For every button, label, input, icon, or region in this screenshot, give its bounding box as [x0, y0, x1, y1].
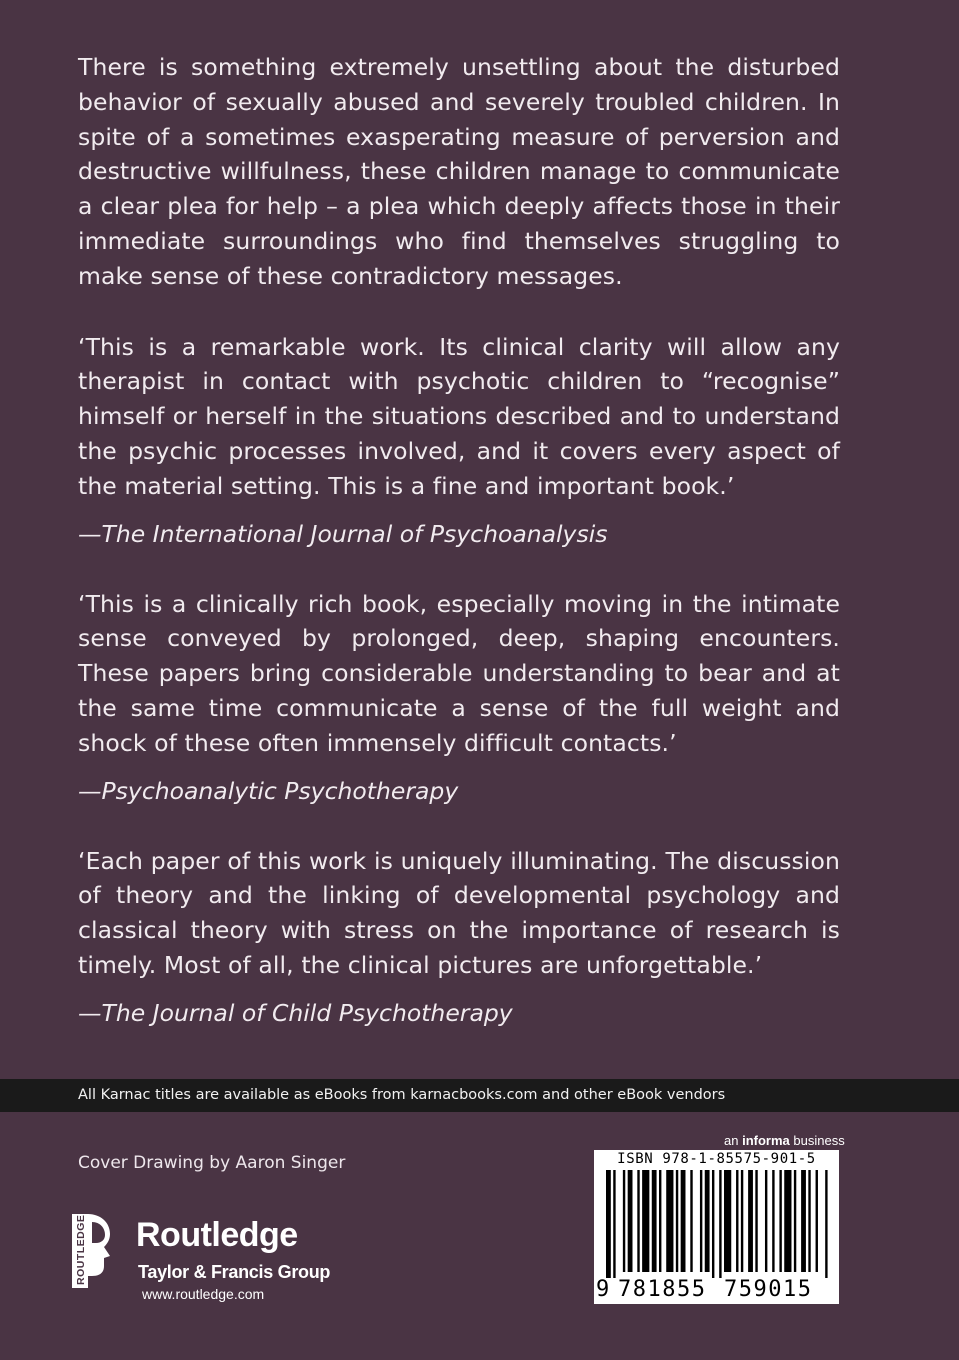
barcode-bar: [681, 1170, 686, 1272]
barcode-left-digits: 781855: [618, 1277, 707, 1302]
barcode-bar: [623, 1170, 625, 1272]
ebook-banner-text: All Karnac titles are available as eBooks from karnacbooks.com and other eBook vendors: [78, 1087, 726, 1103]
barcode-bar: [808, 1170, 810, 1272]
barcode-bar: [724, 1170, 731, 1272]
routledge-head-icon: [70, 1210, 114, 1290]
barcode-bar: [676, 1170, 678, 1272]
barcode-digits: [594, 1276, 839, 1304]
barcode-bar: [659, 1170, 661, 1272]
barcode-bar: [700, 1170, 702, 1272]
barcode-right-digits: 759015: [724, 1277, 813, 1302]
barcode-bar: [741, 1170, 743, 1272]
barcode-bar: [712, 1170, 714, 1278]
review-quote-1: ‘This is a remarkable work. Its clinical clarity will allow any therapist in contact with psychotic children to “recognise” himself or herself in the situations described and to understand the psychic processes involved, and it covers every aspect of the material setting. This is a fine and important book.’: [78, 332, 840, 500]
review-quote-3: ‘Each paper of this work is uniquely illuminating. The discussion of theory and the linking of developmental psychology and classical theory with stress on the importance of research is timely. Most of all, the clinical pictures are unforgettable.’: [78, 846, 840, 979]
barcode-bar: [613, 1170, 615, 1278]
barcode-bar: [748, 1170, 753, 1272]
barcode-bar: [652, 1170, 657, 1272]
taylor-francis-group: Taylor & Francis Group: [138, 1262, 331, 1282]
routledge-wordmark: Routledge: [136, 1216, 298, 1254]
barcode-bar: [816, 1170, 818, 1272]
barcode-bar: [642, 1170, 649, 1272]
barcode-bar: [690, 1170, 692, 1272]
barcode-bar: [772, 1170, 774, 1272]
barcode-bar: [736, 1170, 738, 1272]
cover-credit: Cover Drawing by Aaron Singer: [78, 1153, 346, 1173]
barcode-bar: [784, 1170, 791, 1272]
barcode-bar: [755, 1170, 757, 1272]
review-source-1: —The International Journal of Psychoanalysis: [78, 519, 608, 548]
barcode-bar: [637, 1170, 639, 1272]
review-quote-2: ‘This is a clinically rich book, especially moving in the intimate sense conveyed by prolonged, deep, shaping encounters. These papers bring considerable understanding to bear and at the same time communicate a sense of the full weight and shock of these often immensely difficult contacts.’: [78, 589, 840, 757]
barcode-bar: [719, 1170, 721, 1278]
routledge-url: www.routledge.com: [142, 1286, 265, 1302]
informa-suffix: business: [793, 1133, 845, 1148]
barcode-bar: [765, 1170, 767, 1272]
barcode-bars: [606, 1170, 830, 1278]
barcode-bar: [801, 1170, 806, 1272]
barcode-bar: [606, 1170, 611, 1278]
review-source-3: —The Journal of Child Psychotherapy: [78, 998, 513, 1027]
routledge-side-text: ROUTLEDGE: [75, 1214, 87, 1285]
informa-brand: informa: [742, 1133, 790, 1148]
isbn-text: ISBN 978-1-85575-901-5: [617, 1151, 816, 1167]
barcode-first-digit: 9: [596, 1277, 610, 1302]
barcode-bar: [794, 1170, 796, 1272]
informa-tagline: [724, 1133, 845, 1148]
barcode-bar: [705, 1170, 710, 1272]
isbn-barcode: [594, 1150, 839, 1304]
barcode-bar: [666, 1170, 673, 1272]
informa-prefix: an: [724, 1133, 739, 1148]
barcode-bar: [628, 1170, 633, 1272]
barcode-bar: [779, 1170, 781, 1272]
blurb-paragraph: There is something extremely unsettling about the disturbed behavior of sexually abused and severely troubled children. In spite of a sometimes exasperating measure of perversion and destructive willfulness, these children manage to communicate a clear plea for help – a plea which deeply affects those in their immediate surroundings who find themselves struggling to make sense of these contradictory messages.: [78, 53, 840, 290]
review-source-2: —Psychoanalytic Psychotherapy: [78, 776, 459, 805]
cover-text: [78, 50, 840, 1030]
barcode-bar: [825, 1170, 827, 1278]
ebook-banner: [0, 1079, 959, 1112]
routledge-logo: [70, 1210, 370, 1310]
